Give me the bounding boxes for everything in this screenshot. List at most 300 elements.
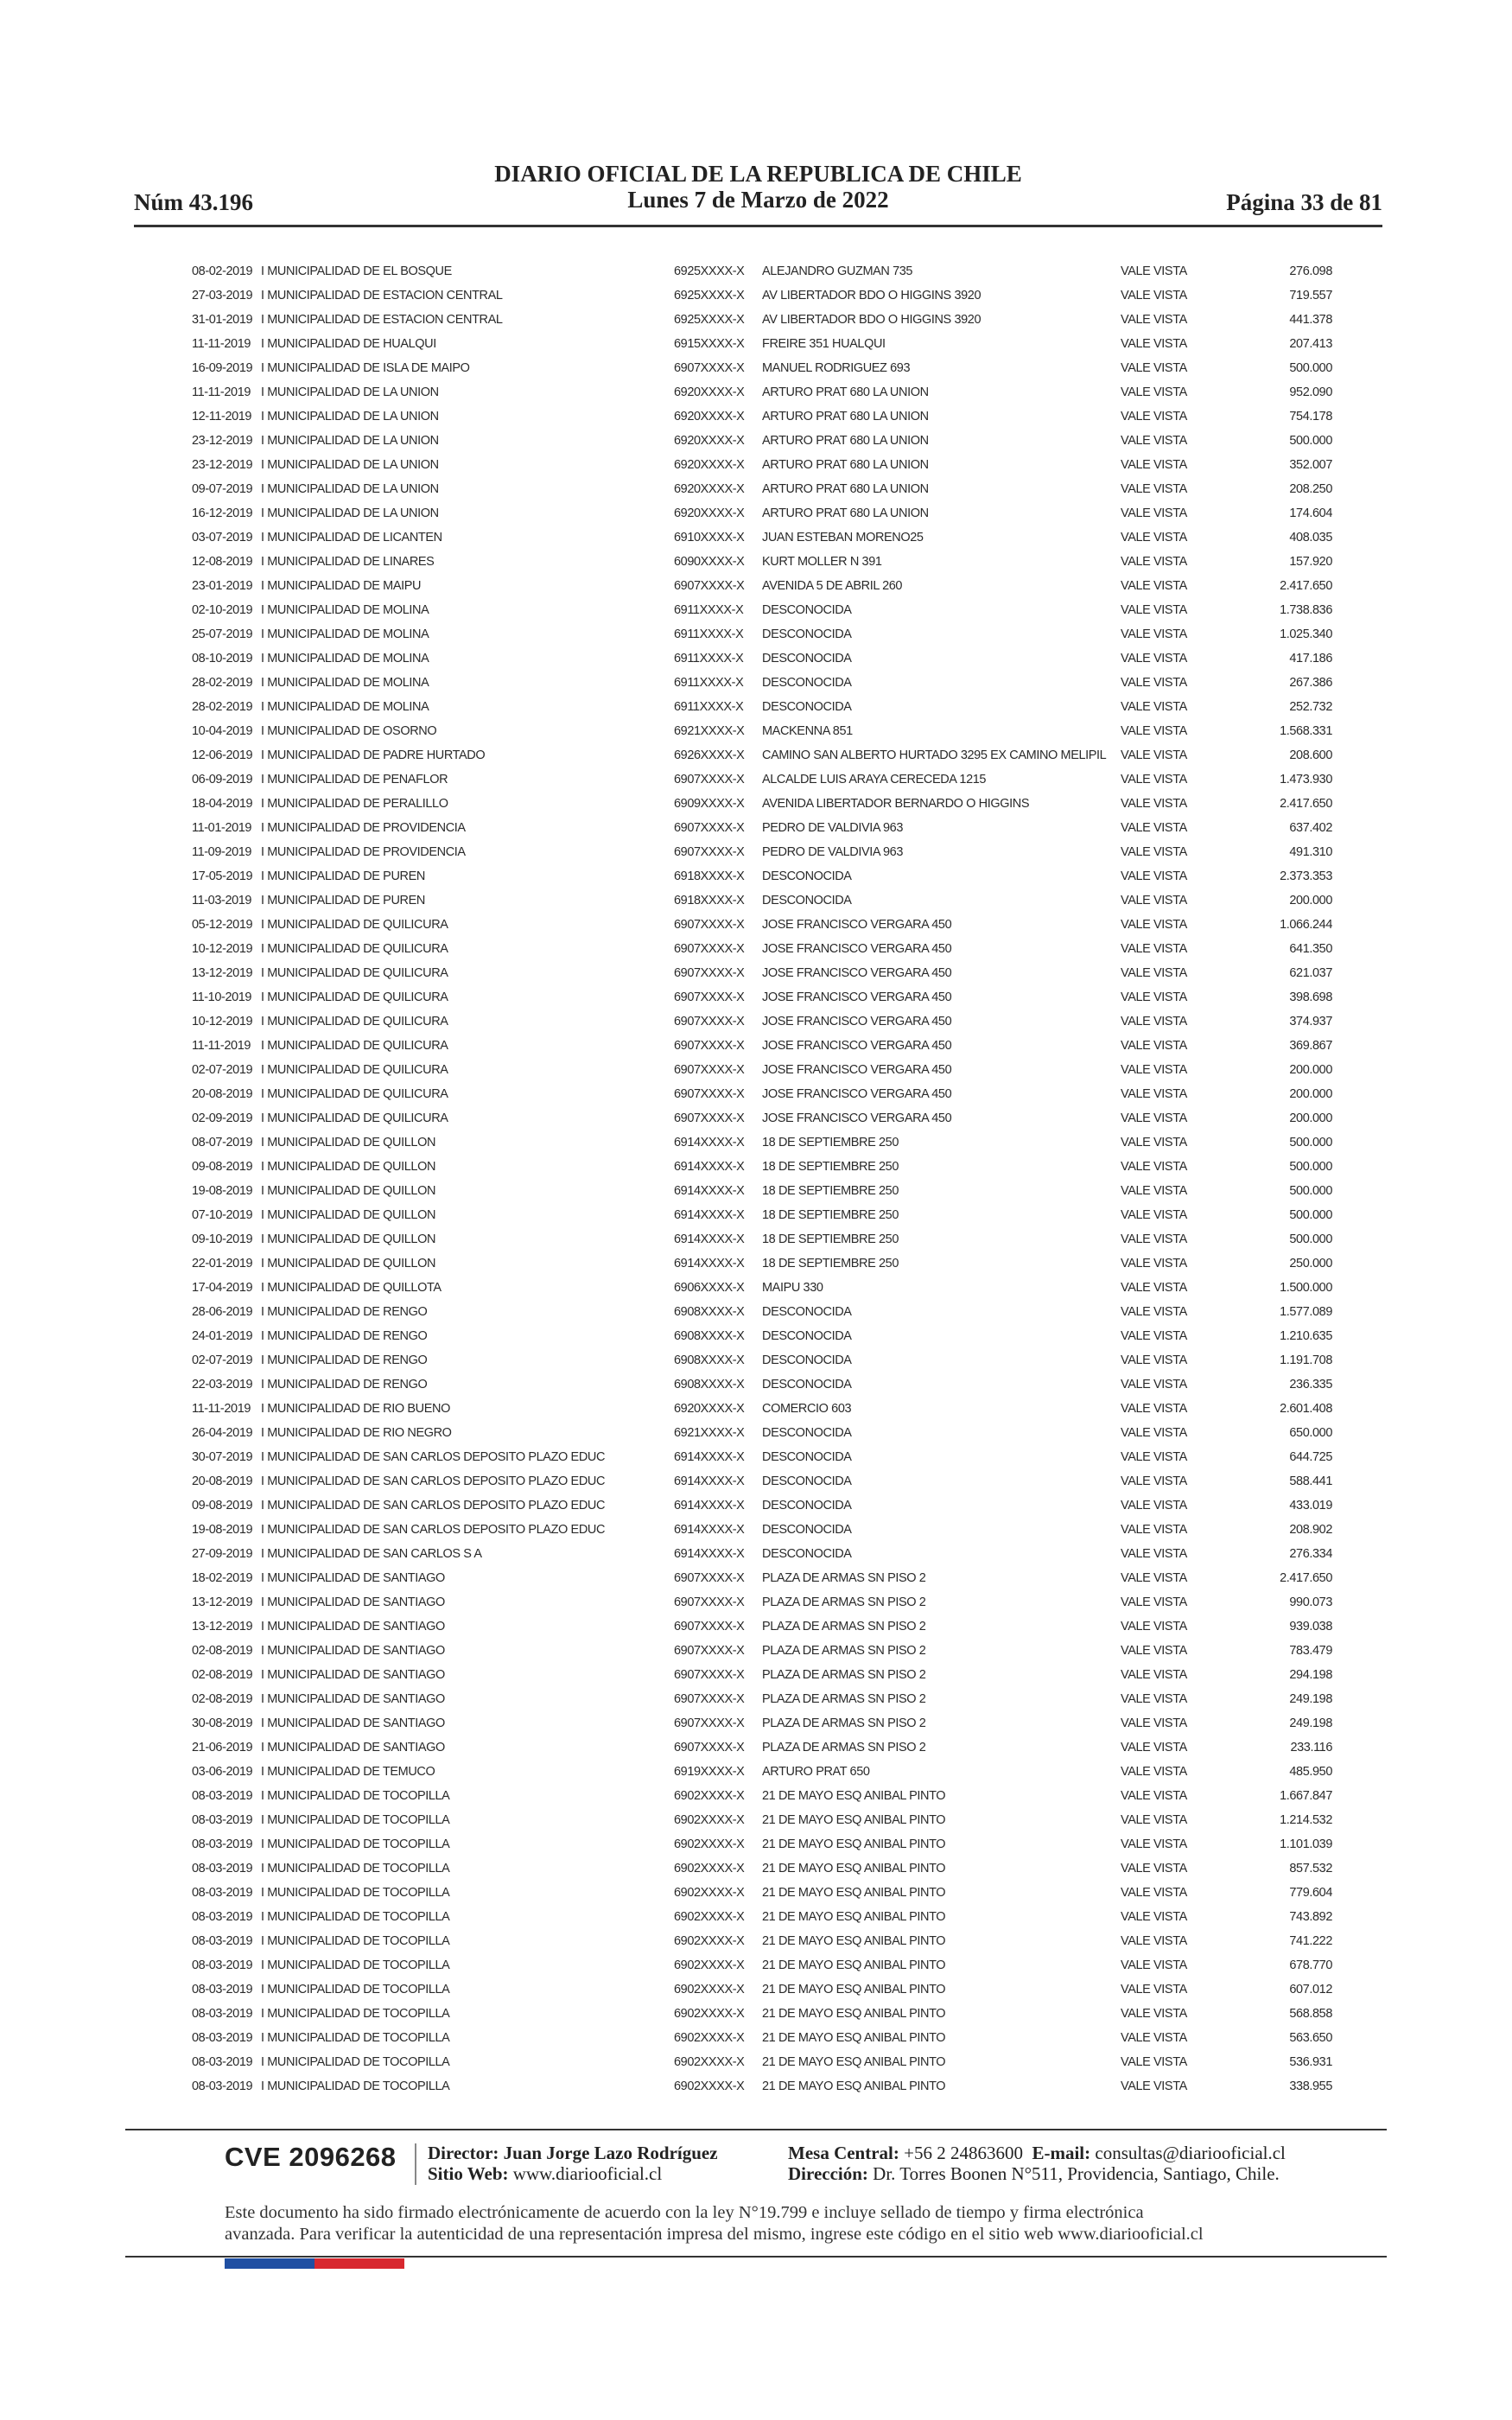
record-institution: I MUNICIPALIDAD DE SANTIAGO (261, 1620, 445, 1634)
record-address: DESCONOCIDA (762, 894, 852, 908)
record-date: 10-12-2019 (192, 1015, 253, 1028)
record-document-type: VALE VISTA (1121, 531, 1187, 544)
record-row (192, 1373, 1332, 1398)
record-rut: 6902XXXX-X (674, 1934, 745, 1948)
record-amount: 644.725 (1289, 1450, 1332, 1464)
record-date: 16-12-2019 (192, 506, 253, 520)
record-date: 11-11-2019 (192, 1039, 251, 1053)
record-row (192, 1325, 1332, 1349)
record-row (192, 1422, 1332, 1446)
record-document-type: VALE VISTA (1121, 1499, 1187, 1512)
record-amount: 2.601.408 (1280, 1402, 1332, 1416)
record-date: 08-03-2019 (192, 2079, 253, 2093)
record-date: 03-06-2019 (192, 1765, 253, 1779)
record-amount: 719.557 (1289, 289, 1332, 302)
record-rut: 6918XXXX-X (674, 894, 745, 908)
record-amount: 568.858 (1289, 2007, 1332, 2021)
record-date: 08-03-2019 (192, 1910, 253, 1924)
mesa-phone: +56 2 24863600 (904, 2143, 1023, 2163)
record-rut: 6907XXXX-X (674, 773, 745, 786)
record-document-type: VALE VISTA (1121, 289, 1187, 302)
record-amount: 1.738.836 (1280, 603, 1332, 617)
record-rut: 6918XXXX-X (674, 869, 745, 883)
record-date: 08-03-2019 (192, 1958, 253, 1972)
record-row (192, 599, 1332, 623)
record-address: DESCONOCIDA (762, 627, 852, 641)
record-rut: 6907XXXX-X (674, 579, 745, 593)
record-address: 18 DE SEPTIEMBRE 250 (762, 1136, 899, 1150)
record-institution: I MUNICIPALIDAD DE PROVIDENCIA (261, 821, 466, 835)
record-row (192, 284, 1332, 309)
record-row (192, 938, 1332, 962)
record-rut: 6914XXXX-X (674, 1136, 745, 1150)
record-amount: 939.038 (1289, 1620, 1332, 1634)
record-row (192, 1785, 1332, 1809)
record-document-type: VALE VISTA (1121, 700, 1187, 714)
record-address: MACKENNA 851 (762, 724, 853, 738)
record-address: JOSE FRANCISCO VERGARA 450 (762, 942, 952, 956)
record-amount: 1.210.635 (1280, 1329, 1332, 1343)
record-date: 11-01-2019 (192, 821, 252, 835)
record-address: DESCONOCIDA (762, 869, 852, 883)
record-rut: 6907XXXX-X (674, 1668, 745, 1682)
record-rut: 6907XXXX-X (674, 821, 745, 835)
record-date: 28-06-2019 (192, 1305, 253, 1319)
record-document-type: VALE VISTA (1121, 1862, 1187, 1876)
record-institution: I MUNICIPALIDAD DE SANTIAGO (261, 1595, 445, 1609)
publication-title: DIARIO OFICIAL DE LA REPUBLICA DE CHILE (494, 161, 1022, 187)
record-institution: I MUNICIPALIDAD DE TOCOPILLA (261, 2031, 450, 2045)
record-address: 21 DE MAYO ESQ ANIBAL PINTO (762, 1958, 946, 1972)
record-document-type: VALE VISTA (1121, 506, 1187, 520)
record-date: 23-12-2019 (192, 458, 253, 472)
record-row (192, 817, 1332, 841)
record-rut: 6925XXXX-X (674, 264, 745, 278)
record-rut: 6925XXXX-X (674, 289, 745, 302)
signature-notice (225, 2202, 1204, 2245)
record-address: PLAZA DE ARMAS SN PISO 2 (762, 1741, 926, 1754)
record-document-type: VALE VISTA (1121, 1644, 1187, 1658)
record-date: 22-03-2019 (192, 1378, 253, 1392)
record-date: 25-07-2019 (192, 627, 253, 641)
record-address: DESCONOCIDA (762, 1499, 852, 1512)
record-institution: I MUNICIPALIDAD DE LA UNION (261, 385, 439, 399)
record-rut: 6902XXXX-X (674, 2079, 745, 2093)
record-date: 11-11-2019 (192, 1402, 251, 1416)
record-date: 11-11-2019 (192, 385, 251, 399)
record-document-type: VALE VISTA (1121, 676, 1187, 690)
record-date: 19-08-2019 (192, 1523, 253, 1537)
record-document-type: VALE VISTA (1121, 1208, 1187, 1222)
record-amount: 441.378 (1289, 313, 1332, 327)
record-institution: I MUNICIPALIDAD DE QUILLON (261, 1160, 436, 1174)
record-row (192, 381, 1332, 405)
record-institution: I MUNICIPALIDAD DE RENGO (261, 1329, 428, 1343)
record-address: AV LIBERTADOR BDO O HIGGINS 3920 (762, 313, 982, 327)
record-institution: I MUNICIPALIDAD DE TOCOPILLA (261, 1958, 450, 1972)
record-rut: 6914XXXX-X (674, 1208, 745, 1222)
address-label: Dirección: (788, 2163, 868, 2184)
website-link[interactable]: www.diariooficial.cl (512, 2163, 663, 2184)
record-address: MANUEL RODRIGUEZ 693 (762, 361, 911, 375)
record-date: 02-08-2019 (192, 1644, 253, 1658)
record-row (192, 1107, 1332, 1131)
record-document-type: VALE VISTA (1121, 748, 1187, 762)
record-institution: I MUNICIPALIDAD DE SANTIAGO (261, 1692, 445, 1706)
record-institution: I MUNICIPALIDAD DE TOCOPILLA (261, 2055, 450, 2069)
record-amount: 294.198 (1289, 1668, 1332, 1682)
record-rut: 6907XXXX-X (674, 1741, 745, 1754)
record-document-type: VALE VISTA (1121, 1257, 1187, 1270)
record-rut: 6907XXXX-X (674, 1595, 745, 1609)
record-institution: I MUNICIPALIDAD DE QUILICURA (261, 990, 448, 1004)
contact-block (788, 2143, 1286, 2184)
record-rut: 6914XXXX-X (674, 1547, 745, 1561)
record-amount: 491.310 (1289, 845, 1332, 859)
record-rut: 6921XXXX-X (674, 1426, 745, 1440)
record-document-type: VALE VISTA (1121, 1523, 1187, 1537)
record-document-type: VALE VISTA (1121, 1571, 1187, 1585)
record-amount: 741.222 (1289, 1934, 1332, 1948)
record-date: 23-12-2019 (192, 434, 253, 448)
record-document-type: VALE VISTA (1121, 869, 1187, 883)
record-row (192, 1301, 1332, 1325)
record-amount: 990.073 (1289, 1595, 1332, 1609)
director-line (428, 2143, 718, 2163)
record-institution: I MUNICIPALIDAD DE RENGO (261, 1305, 428, 1319)
record-amount: 200.000 (1289, 1063, 1332, 1077)
record-address: DESCONOCIDA (762, 603, 852, 617)
record-document-type: VALE VISTA (1121, 942, 1187, 956)
record-address: PEDRO DE VALDIVIA 963 (762, 821, 903, 835)
record-rut: 6907XXXX-X (674, 990, 745, 1004)
record-row (192, 1930, 1332, 1954)
record-date: 08-03-2019 (192, 1862, 253, 1876)
record-address: 18 DE SEPTIEMBRE 250 (762, 1160, 899, 1174)
record-row (192, 1228, 1332, 1252)
record-address: PLAZA DE ARMAS SN PISO 2 (762, 1620, 926, 1634)
record-institution: I MUNICIPALIDAD DE RENGO (261, 1353, 428, 1367)
record-address: ARTURO PRAT 680 LA UNION (762, 506, 929, 520)
record-date: 11-09-2019 (192, 845, 252, 859)
record-date: 08-03-2019 (192, 2007, 253, 2021)
record-date: 08-02-2019 (192, 264, 253, 278)
record-institution: I MUNICIPALIDAD DE QUILICURA (261, 918, 448, 932)
record-institution: I MUNICIPALIDAD DE RIO NEGRO (261, 1426, 452, 1440)
record-row (192, 2075, 1332, 2099)
record-rut: 6914XXXX-X (674, 1499, 745, 1512)
record-amount: 200.000 (1289, 1111, 1332, 1125)
record-date: 27-09-2019 (192, 1547, 253, 1561)
record-address: DESCONOCIDA (762, 1450, 852, 1464)
record-amount: 1.066.244 (1280, 918, 1332, 932)
record-document-type: VALE VISTA (1121, 337, 1187, 351)
record-row (192, 1591, 1332, 1615)
record-row (192, 1398, 1332, 1422)
record-date: 08-03-2019 (192, 1837, 253, 1851)
record-row (192, 1712, 1332, 1736)
record-amount: 249.198 (1289, 1692, 1332, 1706)
record-amount: 1.577.089 (1280, 1305, 1332, 1319)
record-rut: 6914XXXX-X (674, 1232, 745, 1246)
record-rut: 6907XXXX-X (674, 918, 745, 932)
record-document-type: VALE VISTA (1121, 627, 1187, 641)
record-amount: 250.000 (1289, 1257, 1332, 1270)
record-date: 11-03-2019 (192, 894, 252, 908)
record-rut: 6908XXXX-X (674, 1305, 745, 1319)
record-rut: 6914XXXX-X (674, 1474, 745, 1488)
record-rut: 6902XXXX-X (674, 2031, 745, 2045)
record-rut: 6907XXXX-X (674, 1015, 745, 1028)
record-row (192, 1954, 1332, 1978)
record-document-type: VALE VISTA (1121, 1063, 1187, 1077)
address-line (788, 2163, 1286, 2184)
record-row (192, 309, 1332, 333)
record-institution: I MUNICIPALIDAD DE PROVIDENCIA (261, 845, 466, 859)
record-rut: 6920XXXX-X (674, 458, 745, 472)
record-amount: 207.413 (1289, 337, 1332, 351)
record-document-type: VALE VISTA (1121, 1547, 1187, 1561)
record-document-type: VALE VISTA (1121, 1958, 1187, 1972)
record-rut: 6914XXXX-X (674, 1160, 745, 1174)
record-row (192, 1761, 1332, 1785)
record-institution: I MUNICIPALIDAD DE MOLINA (261, 676, 429, 690)
record-document-type: VALE VISTA (1121, 1087, 1187, 1101)
record-address: PLAZA DE ARMAS SN PISO 2 (762, 1692, 926, 1706)
record-date: 20-08-2019 (192, 1474, 253, 1488)
record-document-type: VALE VISTA (1121, 1886, 1187, 1900)
record-date: 08-03-2019 (192, 1813, 253, 1827)
record-institution: I MUNICIPALIDAD DE TOCOPILLA (261, 1837, 450, 1851)
record-date: 31-01-2019 (192, 313, 253, 327)
record-document-type: VALE VISTA (1121, 385, 1187, 399)
record-address: PLAZA DE ARMAS SN PISO 2 (762, 1571, 926, 1585)
record-document-type: VALE VISTA (1121, 1716, 1187, 1730)
record-row (192, 2027, 1332, 2051)
record-document-type: VALE VISTA (1121, 1426, 1187, 1440)
record-row (192, 575, 1332, 599)
page-number: Página 33 de 81 (1226, 189, 1382, 215)
record-date: 30-07-2019 (192, 1450, 253, 1464)
record-row (192, 1277, 1332, 1301)
record-date: 10-04-2019 (192, 724, 253, 738)
record-date: 08-03-2019 (192, 1934, 253, 1948)
record-row (192, 1978, 1332, 2003)
record-document-type: VALE VISTA (1121, 894, 1187, 908)
record-rut: 6907XXXX-X (674, 1063, 745, 1077)
record-row (192, 1470, 1332, 1494)
record-row (192, 1131, 1332, 1156)
record-document-type: VALE VISTA (1121, 1813, 1187, 1827)
record-row (192, 1180, 1332, 1204)
record-address: DESCONOCIDA (762, 1474, 852, 1488)
email-link[interactable]: consultas@diariooficial.cl (1095, 2143, 1286, 2163)
record-address: AVENIDA LIBERTADOR BERNARDO O HIGGINS (762, 797, 1030, 811)
record-date: 09-10-2019 (192, 1232, 253, 1246)
record-amount: 200.000 (1289, 1087, 1332, 1101)
record-institution: I MUNICIPALIDAD DE SANTIAGO (261, 1644, 445, 1658)
record-address: DESCONOCIDA (762, 676, 852, 690)
record-address: 21 DE MAYO ESQ ANIBAL PINTO (762, 1934, 946, 1948)
record-document-type: VALE VISTA (1121, 2007, 1187, 2021)
record-row (192, 793, 1332, 817)
record-date: 23-01-2019 (192, 579, 253, 593)
record-rut: 6920XXXX-X (674, 385, 745, 399)
record-institution: I MUNICIPALIDAD DE TOCOPILLA (261, 1983, 450, 1996)
record-date: 08-07-2019 (192, 1136, 253, 1150)
record-row (192, 1494, 1332, 1519)
record-institution: I MUNICIPALIDAD DE RENGO (261, 1378, 428, 1392)
record-date: 02-07-2019 (192, 1353, 253, 1367)
record-rut: 6902XXXX-X (674, 1789, 745, 1803)
record-amount: 607.012 (1289, 1983, 1332, 1996)
record-rut: 6925XXXX-X (674, 313, 745, 327)
record-date: 21-06-2019 (192, 1741, 253, 1754)
record-rut: 6902XXXX-X (674, 1958, 745, 1972)
record-amount: 2.373.353 (1280, 869, 1332, 883)
record-address: ARTURO PRAT 650 (762, 1765, 870, 1779)
record-rut: 6902XXXX-X (674, 2007, 745, 2021)
record-rut: 6914XXXX-X (674, 1184, 745, 1198)
record-rut: 6911XXXX-X (674, 700, 744, 714)
record-document-type: VALE VISTA (1121, 1668, 1187, 1682)
record-amount: 157.920 (1289, 555, 1332, 569)
record-amount: 1.667.847 (1280, 1789, 1332, 1803)
record-institution: I MUNICIPALIDAD DE PENAFLOR (261, 773, 448, 786)
record-address: DESCONOCIDA (762, 1378, 852, 1392)
record-document-type: VALE VISTA (1121, 918, 1187, 932)
record-institution: I MUNICIPALIDAD DE HUALQUI (261, 337, 436, 351)
record-document-type: VALE VISTA (1121, 1474, 1187, 1488)
record-address: DESCONOCIDA (762, 652, 852, 666)
publication-date: Lunes 7 de Marzo de 2022 (627, 187, 889, 213)
record-document-type: VALE VISTA (1121, 1450, 1187, 1464)
record-institution: I MUNICIPALIDAD DE LICANTEN (261, 531, 442, 544)
record-address: JOSE FRANCISCO VERGARA 450 (762, 1015, 952, 1028)
record-amount: 369.867 (1289, 1039, 1332, 1053)
record-institution: I MUNICIPALIDAD DE SANTIAGO (261, 1571, 445, 1585)
record-document-type: VALE VISTA (1121, 1160, 1187, 1174)
record-institution: I MUNICIPALIDAD DE SANTIAGO (261, 1668, 445, 1682)
record-amount: 276.334 (1289, 1547, 1332, 1561)
record-amount: 588.441 (1289, 1474, 1332, 1488)
record-address: PLAZA DE ARMAS SN PISO 2 (762, 1668, 926, 1682)
record-rut: 6907XXXX-X (674, 942, 745, 956)
record-document-type: VALE VISTA (1121, 1281, 1187, 1295)
record-institution: I MUNICIPALIDAD DE ESTACION CENTRAL (261, 313, 503, 327)
record-institution: I MUNICIPALIDAD DE QUILICURA (261, 1087, 448, 1101)
record-address: ALEJANDRO GUZMAN 735 (762, 264, 913, 278)
record-amount: 500.000 (1289, 434, 1332, 448)
record-amount: 621.037 (1289, 966, 1332, 980)
record-row (192, 430, 1332, 454)
record-date: 02-08-2019 (192, 1692, 253, 1706)
record-row (192, 768, 1332, 793)
record-document-type: VALE VISTA (1121, 1983, 1187, 1996)
record-date: 13-12-2019 (192, 1595, 253, 1609)
record-institution: I MUNICIPALIDAD DE TOCOPILLA (261, 1934, 450, 1948)
record-amount: 485.950 (1289, 1765, 1332, 1779)
record-document-type: VALE VISTA (1121, 2079, 1187, 2093)
record-address: 21 DE MAYO ESQ ANIBAL PINTO (762, 1886, 946, 1900)
record-amount: 374.937 (1289, 1015, 1332, 1028)
record-amount: 500.000 (1289, 1232, 1332, 1246)
record-address: DESCONOCIDA (762, 1329, 852, 1343)
record-address: JOSE FRANCISCO VERGARA 450 (762, 1087, 952, 1101)
record-row (192, 696, 1332, 720)
record-document-type: VALE VISTA (1121, 1039, 1187, 1053)
director-block (428, 2143, 718, 2184)
record-institution: I MUNICIPALIDAD DE MOLINA (261, 652, 429, 666)
record-rut: 6914XXXX-X (674, 1523, 745, 1537)
record-amount: 252.732 (1289, 700, 1332, 714)
record-address: CAMINO SAN ALBERTO HURTADO 3295 EX CAMINO MELIPIL (762, 748, 1107, 762)
record-date: 30-08-2019 (192, 1716, 253, 1730)
record-row (192, 1059, 1332, 1083)
record-date: 20-08-2019 (192, 1087, 253, 1101)
record-institution: I MUNICIPALIDAD DE TOCOPILLA (261, 1886, 450, 1900)
mesa-label: Mesa Central: (788, 2143, 899, 2163)
record-amount: 754.178 (1289, 410, 1332, 424)
record-date: 12-11-2019 (192, 410, 252, 424)
record-institution: I MUNICIPALIDAD DE OSORNO (261, 724, 437, 738)
record-document-type: VALE VISTA (1121, 990, 1187, 1004)
record-address: 21 DE MAYO ESQ ANIBAL PINTO (762, 1910, 946, 1924)
record-rut: 6911XXXX-X (674, 676, 744, 690)
record-address: 21 DE MAYO ESQ ANIBAL PINTO (762, 2079, 946, 2093)
record-institution: I MUNICIPALIDAD DE RIO BUENO (261, 1402, 450, 1416)
record-date: 08-10-2019 (192, 652, 253, 666)
record-amount: 208.902 (1289, 1523, 1332, 1537)
record-rut: 6907XXXX-X (674, 1716, 745, 1730)
record-row (192, 478, 1332, 502)
record-institution: I MUNICIPALIDAD DE ISLA DE MAIPO (261, 361, 470, 375)
record-row (192, 1857, 1332, 1882)
record-amount: 500.000 (1289, 1208, 1332, 1222)
record-amount: 1.101.039 (1280, 1837, 1332, 1851)
record-row (192, 1252, 1332, 1277)
record-institution: I MUNICIPALIDAD DE MOLINA (261, 627, 429, 641)
record-row (192, 260, 1332, 284)
record-amount: 352.007 (1289, 458, 1332, 472)
record-rut: 6907XXXX-X (674, 1644, 745, 1658)
record-address: 21 DE MAYO ESQ ANIBAL PINTO (762, 2055, 946, 2069)
website-line (428, 2163, 718, 2184)
record-rut: 6907XXXX-X (674, 1111, 745, 1125)
record-date: 08-03-2019 (192, 2031, 253, 2045)
record-institution: I MUNICIPALIDAD DE TOCOPILLA (261, 1910, 450, 1924)
record-institution: I MUNICIPALIDAD DE ESTACION CENTRAL (261, 289, 503, 302)
record-row (192, 1664, 1332, 1688)
record-row (192, 1906, 1332, 1930)
record-document-type: VALE VISTA (1121, 1692, 1187, 1706)
record-amount: 267.386 (1289, 676, 1332, 690)
flag-stripe-red (314, 2258, 404, 2269)
record-institution: I MUNICIPALIDAD DE SAN CARLOS DEPOSITO PLAZO EDUC (261, 1450, 606, 1464)
record-row (192, 551, 1332, 575)
record-row (192, 333, 1332, 357)
record-date: 28-02-2019 (192, 676, 253, 690)
record-rut: 6911XXXX-X (674, 603, 744, 617)
record-row (192, 1736, 1332, 1761)
record-rut: 6907XXXX-X (674, 1039, 745, 1053)
record-address: JOSE FRANCISCO VERGARA 450 (762, 990, 952, 1004)
record-rut: 6902XXXX-X (674, 1910, 745, 1924)
record-address: DESCONOCIDA (762, 1523, 852, 1537)
record-row (192, 623, 1332, 647)
record-date: 09-08-2019 (192, 1160, 253, 1174)
record-institution: I MUNICIPALIDAD DE QUILICURA (261, 966, 448, 980)
